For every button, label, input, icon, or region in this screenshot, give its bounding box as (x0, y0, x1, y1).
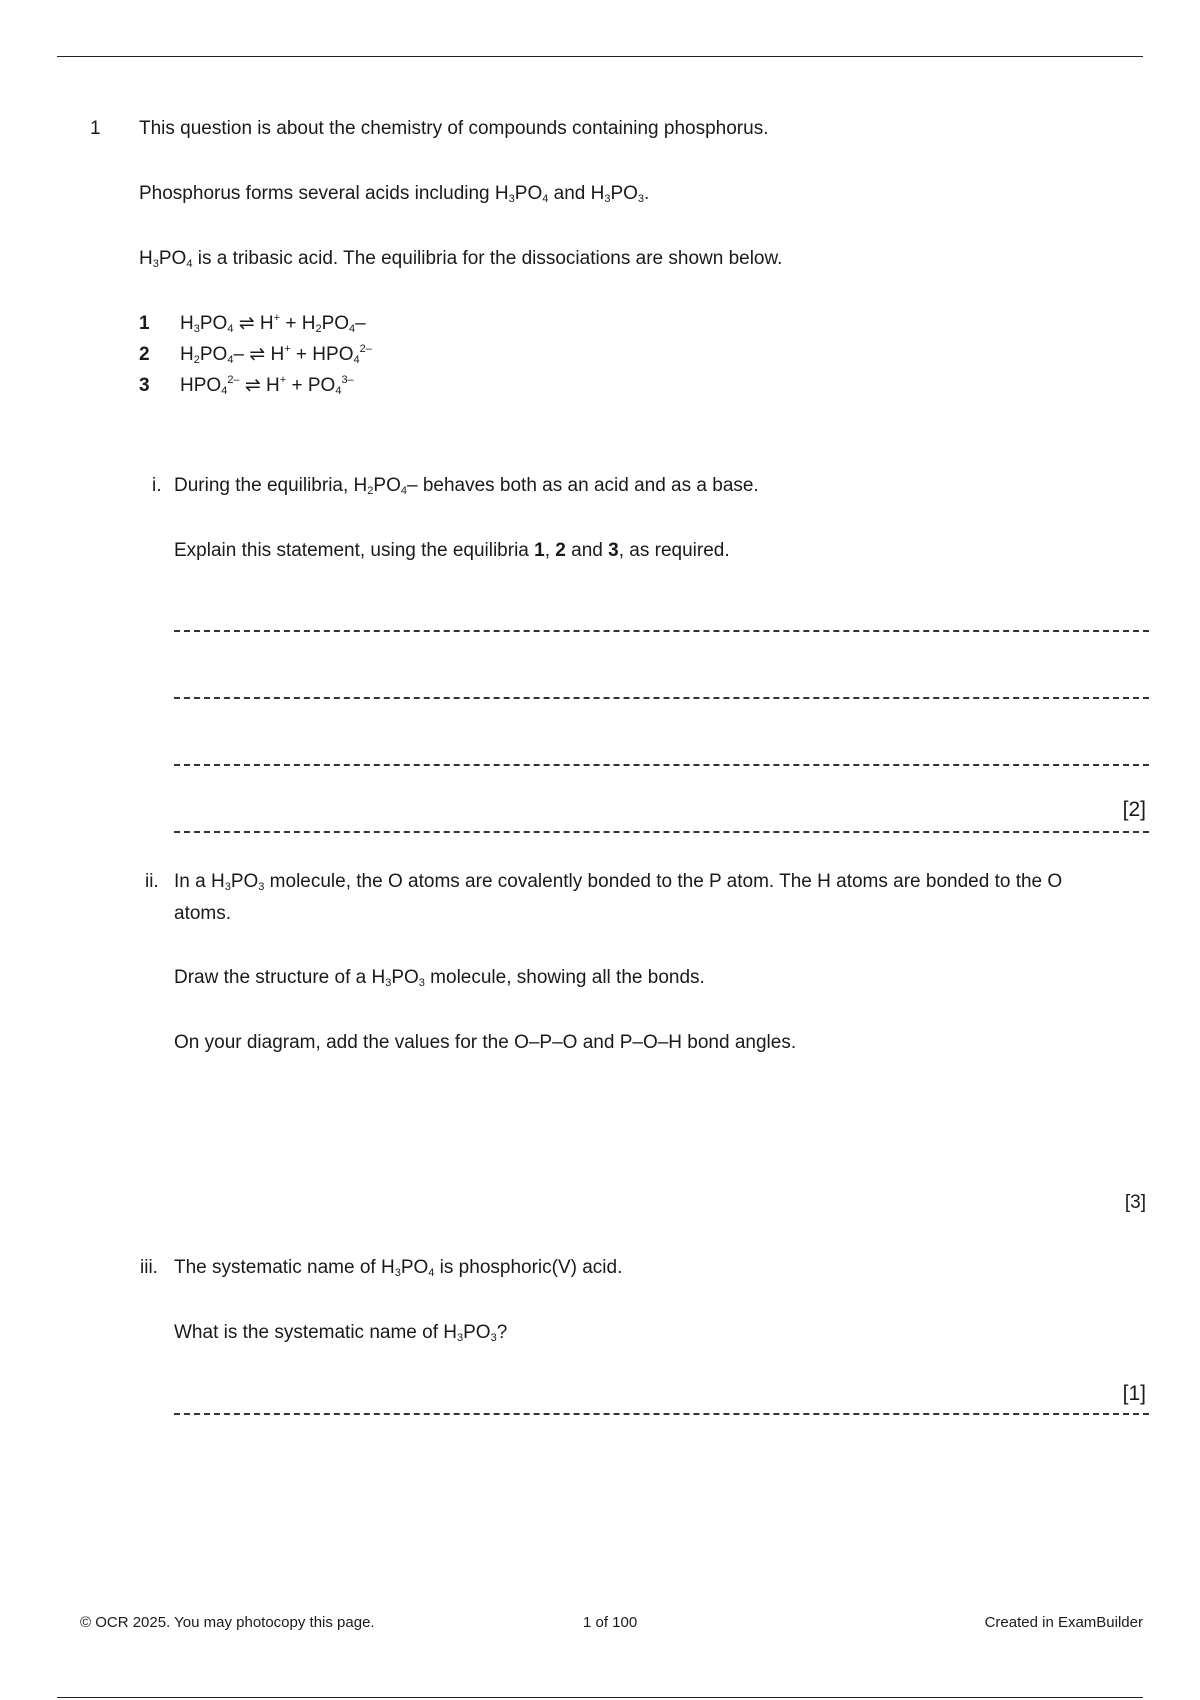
part-iii-marks: [1] (1122, 1382, 1146, 1405)
tribasic-text: is a tribasic acid. The equilibria for the dissociations are shown below. (197, 248, 783, 269)
equilibrium-2: $H_2PO_4-$ ⇌ $H^+ + HPO_4^{2-}$ (180, 343, 372, 366)
equilibrium-number-3: 3 (139, 375, 150, 396)
part-i-instruction-end: , as required. (618, 540, 730, 561)
eq-ref-3: 3 (608, 540, 619, 561)
answer-line-iii[interactable] (174, 1413, 1149, 1415)
part-ii-label: ii. (145, 871, 159, 892)
part-i-instruction: Explain this statement, using the equilibria 1, 2 and 3, as required. (174, 540, 730, 561)
part-iii-statement: The systematic name of $H_3PO_4$ is phosphoric(V) acid. (174, 1257, 623, 1279)
bottom-rule (57, 1697, 1143, 1698)
part-i-label: i. (152, 475, 162, 496)
part-i-statement: During the equilibria, $H_2PO_4-$ behaves both as an acid and as a base. (174, 475, 759, 497)
top-rule (57, 56, 1143, 57)
eq-ref-2: 2 (555, 540, 566, 561)
part-ii-angle-instruction: On your diagram, add the values for the O–P–O and P–O–H bond angles. (174, 1032, 797, 1053)
tribasic-sentence: $H_3PO_4$ is a tribasic acid. The equilibria for the dissociations are shown below. (139, 248, 783, 270)
answer-line-i-1[interactable] (174, 630, 1149, 632)
and-word: and (553, 183, 586, 204)
question-intro: This question is about the chemistry of compounds containing phosphorus. (139, 118, 769, 139)
answer-line-i-4[interactable] (174, 831, 1149, 833)
equilibrium-3: $HPO_4^{2-}$ ⇌ $H^+ + PO_4^{3-}$ (180, 374, 354, 397)
part-i-marks: [2] (1122, 798, 1146, 821)
part-ii-draw-instruction: Draw the structure of a $H_3PO_3$ molecule, showing all the bonds. (174, 967, 705, 989)
answer-line-i-3[interactable] (174, 764, 1149, 766)
footer-copyright: © OCR 2025. You may photocopy this page. (80, 1614, 375, 1631)
question-number: 1 (90, 118, 101, 139)
part-i-instruction-text: Explain this statement, using the equilibria (174, 540, 529, 561)
part-iii-label: iii. (140, 1257, 158, 1278)
part-ii-marks: [3] (1124, 1192, 1146, 1213)
equilibrium-number-2: 2 (139, 344, 150, 365)
drawing-area[interactable] (174, 1065, 1149, 1185)
equilibrium-number-1: 1 (139, 313, 150, 334)
footer-page-number: 1 of 100 (583, 1614, 638, 1631)
answer-line-i-2[interactable] (174, 697, 1149, 699)
acids-text: Phosphorus forms several acids including (139, 183, 490, 204)
part-ii-statement-line2: atoms. (174, 903, 232, 924)
equilibrium-1: $H_3PO_4$ ⇌ $H^+ + H_2PO_4-$ (180, 312, 366, 335)
part-iii-question: What is the systematic name of $H_3PO_3$? (174, 1322, 508, 1344)
part-ii-statement-line1: In a $H_3PO_3$ molecule, the O atoms are covalently bonded to the P atom. The H atoms are bonded to the O (174, 871, 1063, 893)
footer-created: Created in ExamBuilder (984, 1614, 1143, 1631)
acids-sentence: Phosphorus forms several acids including $H_3PO_4$ and $H_3PO_3$. (139, 183, 650, 205)
eq-ref-1: 1 (534, 540, 545, 561)
